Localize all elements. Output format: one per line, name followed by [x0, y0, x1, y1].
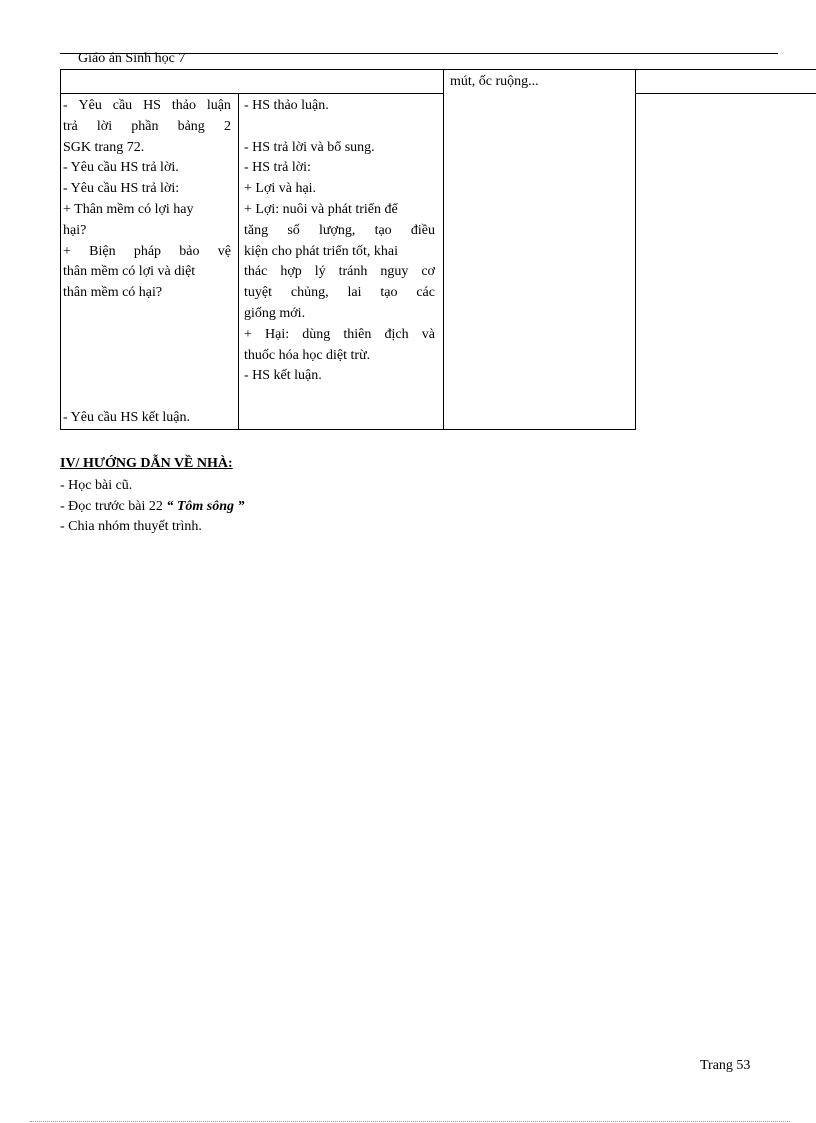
document-header: Giáo án Sinh học 7	[78, 51, 186, 66]
table-cell-line: - HS trả lời:	[244, 160, 311, 176]
table-cell-line	[63, 366, 231, 387]
table-cell-line: - HS thảo luận.	[244, 98, 329, 113]
student-activity-text	[244, 96, 435, 387]
table-cell-line	[244, 117, 435, 138]
table-cell-line: trả lời phần bảng 2	[63, 118, 231, 134]
header-rule	[60, 53, 778, 54]
table-cell-line	[63, 387, 231, 408]
table-cell-line: giống mới.	[244, 305, 306, 321]
table-cell-line: SGK trang 72.	[63, 139, 145, 155]
table-cell-line: thuốc hóa học diệt trừ.	[244, 347, 371, 363]
page-number: Trang 53	[700, 1058, 751, 1073]
homework-item: - Chia nhóm thuyết trình.	[60, 519, 202, 534]
table-cell-line: - Yêu cầu HS trả lời:	[63, 181, 180, 197]
homework-item-prefix: - Đọc trước bài 22	[60, 498, 167, 514]
table-cell-line	[63, 346, 231, 367]
table-row-top-left	[60, 69, 444, 94]
table-extra-right-cell	[635, 69, 816, 94]
homework-item	[60, 497, 245, 518]
table-cell-line: + Hại: dùng thiên địch và	[244, 326, 435, 342]
table-cell-line: tăng số lượng, tạo điều	[244, 222, 435, 238]
homework-title: IV/ HƯỚNG DẪN VỀ NHÀ:	[60, 456, 233, 471]
table-cell-line: + Biện pháp bảo vệ	[63, 243, 231, 259]
table-cell-line: thân mềm có lợi và diệt	[63, 264, 196, 280]
teacher-activity-text	[63, 96, 231, 429]
table-cell-line: - Yêu cầu HS thảo luận	[63, 98, 231, 113]
table-cell-line: + Thân mềm có lợi hay	[63, 201, 194, 217]
table-cell-line	[63, 304, 231, 325]
table-cell-line: thân mềm có hại?	[63, 285, 163, 301]
lesson-title: “ Tôm sông ”	[166, 498, 245, 514]
table-cell-line: - HS kết luận.	[244, 368, 322, 384]
notes-cell-text: mút, ốc ruộng...	[450, 74, 539, 89]
table-cell-line: hại?	[63, 222, 87, 238]
footer-dotted-rule	[30, 1121, 790, 1122]
homework-item: - Học bài cũ.	[60, 478, 133, 493]
table-cell-line: + Lợi: nuôi và phát triển để	[244, 201, 398, 217]
table-cell-line	[63, 325, 231, 346]
table-cell-line: + Lợi và hại.	[244, 181, 317, 197]
table-cell-line: - Yêu cầu HS trả lời.	[63, 160, 179, 176]
table-cell-line: - HS trả lời và bổ sung.	[244, 139, 375, 155]
table-cell-line: thác hợp lý tránh nguy cơ	[244, 264, 435, 280]
table-cell-line: kiện cho phát triển tốt, khai	[244, 243, 398, 259]
table-cell-line: tuyệt chủng, lai tạo các	[244, 285, 435, 301]
table-col-notes	[443, 69, 636, 430]
table-cell-line: - Yêu cầu HS kết luận.	[63, 409, 190, 425]
homework-list	[60, 476, 245, 538]
